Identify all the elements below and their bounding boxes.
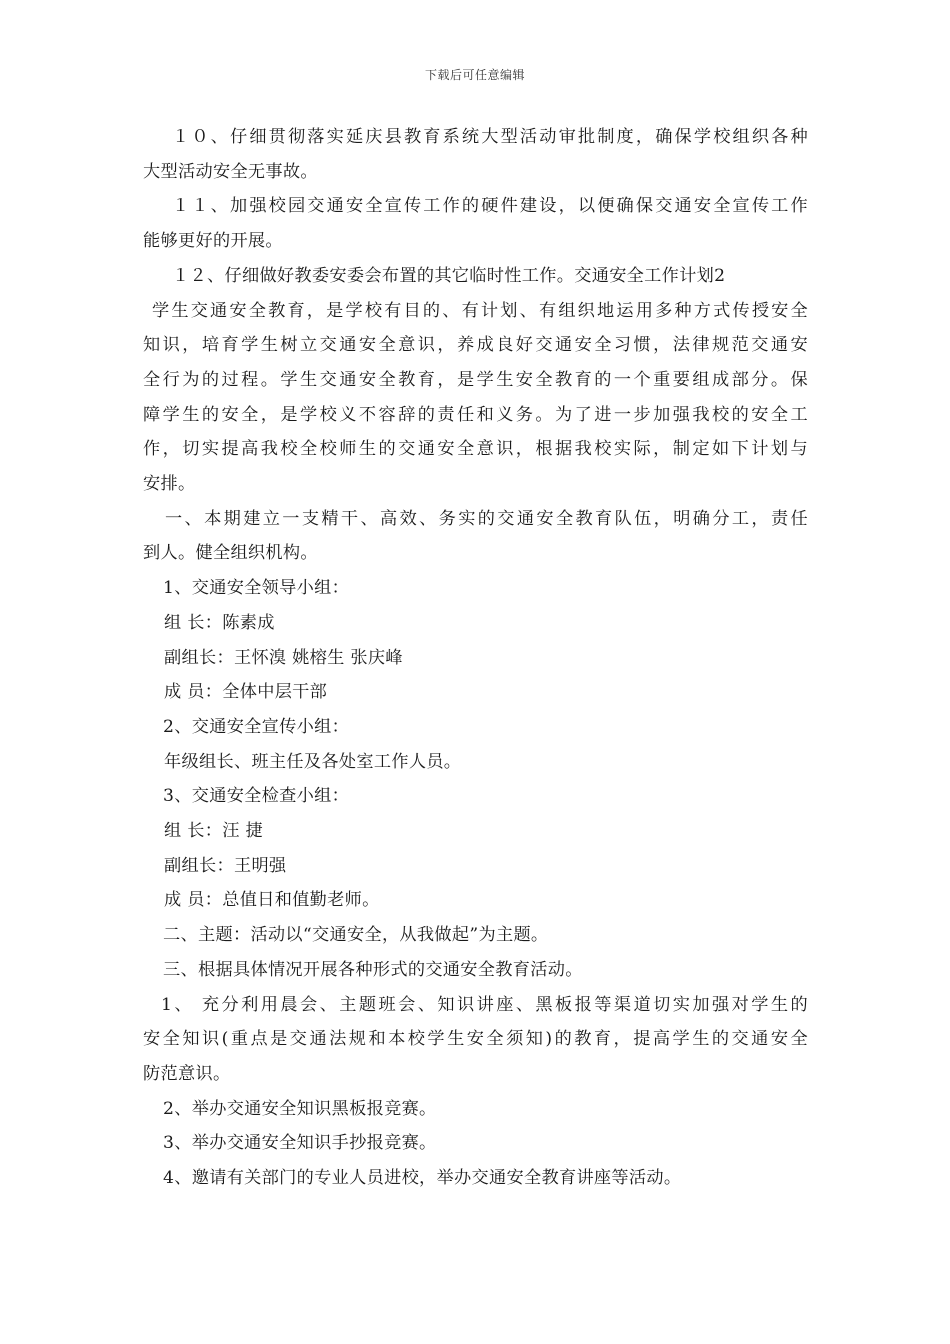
list-item: 成 员：全体中层干部 xyxy=(164,682,328,703)
list-item: 1、交通安全领导小组： xyxy=(163,578,350,599)
paragraph-line: 知识，培育学生树立交通安全意识，养成良好交通安全习惯，法律规范交通安 xyxy=(143,335,808,356)
paragraph-line: 安全知识(重点是交通法规和本校学生安全须知)的教育，提高学生的交通安全 xyxy=(143,1029,808,1050)
paragraph-line: 学生交通安全教育，是学校有目的、有计划、有组织地运用多种方式传授安全 xyxy=(152,300,808,321)
paragraph-line: 到人。健全组织机构。 xyxy=(143,543,318,564)
paragraph-line: 作，切实提高我校全校师生的交通安全意识，根据我校实际，制定如下计划与 xyxy=(143,439,808,460)
document-body xyxy=(143,120,808,1196)
list-item: 年级组长、班主任及各处室工作人员。 xyxy=(164,751,462,772)
paragraph-line: １２、仔细做好教委安委会布置的其它临时性工作。交通安全工作计划2 xyxy=(172,265,726,286)
paragraph-line: 三、根据具体情况开展各种形式的交通安全教育活动。 xyxy=(163,959,583,980)
page-header-note: 下载后可任意编辑 xyxy=(424,68,525,82)
list-item: 2、举办交通安全知识黑板报竞赛。 xyxy=(163,1098,437,1119)
list-item: 4、邀请有关部门的专业人员进校，举办交通安全教育讲座等活动。 xyxy=(163,1168,682,1189)
list-item: 副组长：王明强 xyxy=(164,855,287,876)
paragraph-line: 二、主题：活动以“交通安全，从我做起”为主题。 xyxy=(163,925,549,946)
list-item: 3、交通安全检查小组： xyxy=(163,786,350,807)
list-item: 成 员：总值日和值勤老师。 xyxy=(164,890,380,911)
paragraph-line: １０、仔细贯彻落实延庆县教育系统大型活动审批制度，确保学校组织各种 xyxy=(172,127,808,147)
list-item: 副组长：王怀溴 姚榕生 张庆峰 xyxy=(164,647,403,668)
paragraph-line: 能够更好的开展。 xyxy=(143,231,283,252)
list-item: 2、交通安全宣传小组： xyxy=(163,716,350,737)
paragraph-line: 安排。 xyxy=(143,474,196,495)
paragraph-line: 防范意识。 xyxy=(143,1063,231,1084)
paragraph-line: １１、加强校园交通安全宣传工作的硬件建设，以便确保交通安全宣传工作 xyxy=(172,196,808,217)
paragraph-line: 全行为的过程。学生交通安全教育，是学生安全教育的一个重要组成部分。保 xyxy=(143,369,808,390)
paragraph-line: 1、 充分利用晨会、主题班会、知识讲座、黑板报等渠道切实加强对学生的 xyxy=(161,994,808,1015)
list-item: 3、举办交通安全知识手抄报竞赛。 xyxy=(163,1133,437,1154)
list-item: 组 长：汪 捷 xyxy=(164,821,263,842)
paragraph-line: 障学生的安全，是学校义不容辞的责任和义务。为了进一步加强我校的安全工 xyxy=(143,404,808,425)
paragraph-line: 一、本期建立一支精干、高效、务实的交通安全教育队伍，明确分工，责任 xyxy=(165,508,808,529)
paragraph-line: 大型活动安全无事故。 xyxy=(143,161,318,182)
list-item: 组 长：陈素成 xyxy=(164,612,275,633)
